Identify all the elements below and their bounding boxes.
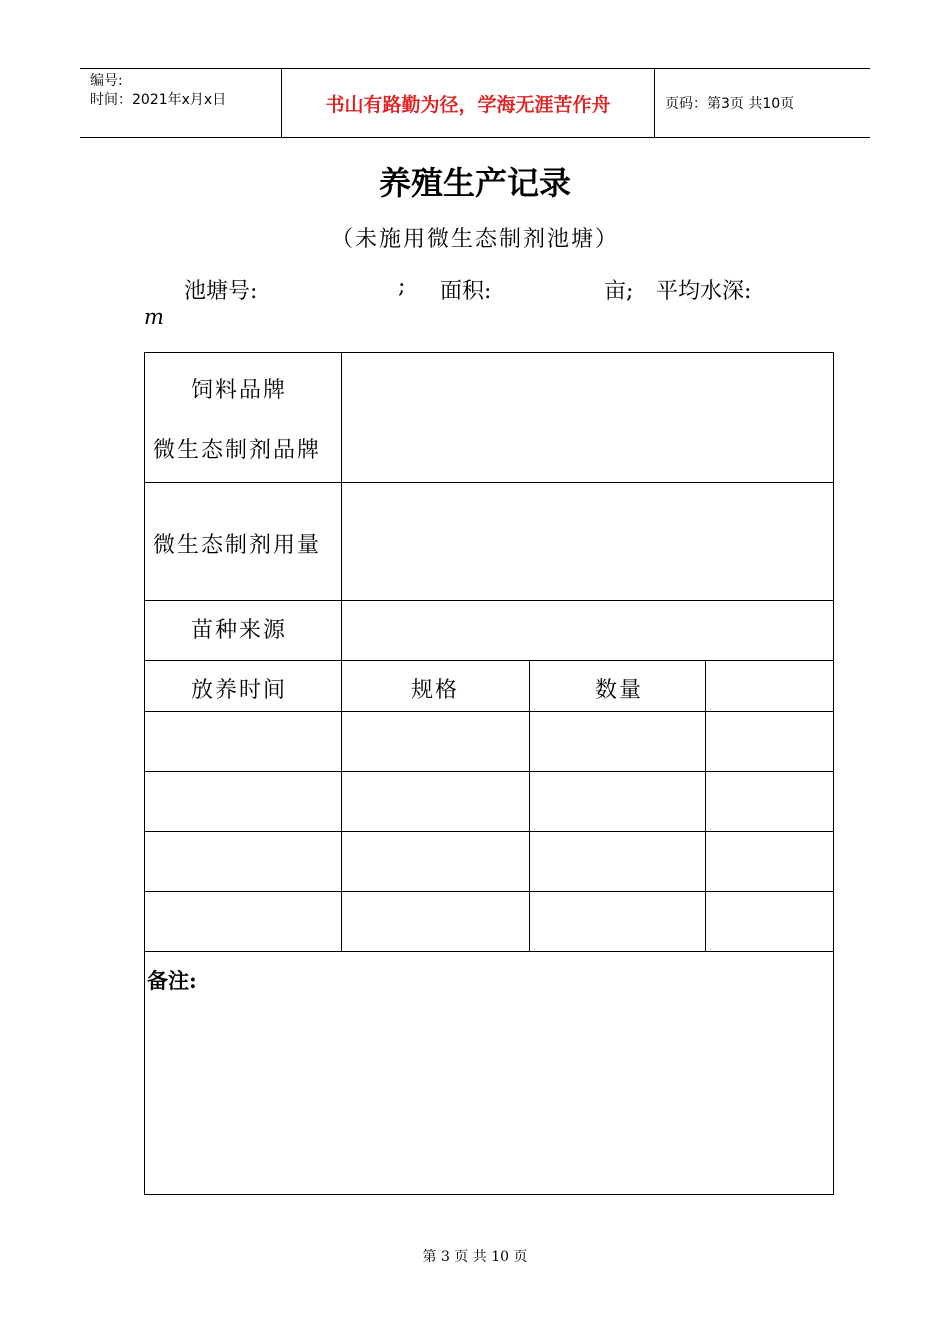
feed-brand-label: 饲料品牌: [191, 378, 288, 403]
area-label: 面积:: [440, 279, 492, 304]
table-rule: [145, 660, 833, 661]
page-info-text: 页码：第3页 共10页: [665, 96, 795, 112]
table-rule: [145, 951, 833, 952]
page-title: 养殖生产记录: [378, 164, 571, 202]
motto-cell: [282, 69, 655, 137]
spec-header: 规格: [411, 678, 460, 703]
pond-number-label: 池塘号:: [184, 279, 258, 304]
document-header: [80, 68, 870, 138]
table-rule: [529, 660, 530, 951]
table-rule: [705, 660, 706, 951]
page-subtitle: （未施用微生态制剂池塘）: [330, 227, 619, 252]
page-footer: 第 3 页 共 10 页: [422, 1249, 528, 1265]
table-rule: [145, 711, 833, 712]
mu-label: 亩;: [604, 279, 634, 304]
quantity-header: 数量: [595, 678, 644, 703]
record-table: [144, 352, 834, 1195]
micro-dosage-label: 微生态制剂用量: [153, 533, 322, 558]
micro-brand-label: 微生态制剂品牌: [153, 438, 322, 463]
seed-source-label: 苗种来源: [191, 618, 288, 643]
avg-depth-label: 平均水深:: [656, 279, 752, 304]
remark-label: 备注:: [147, 968, 197, 993]
depth-unit: m: [144, 305, 164, 329]
stocking-time-header: 放养时间: [191, 678, 288, 703]
table-rule: [341, 353, 342, 951]
table-rule: [145, 482, 833, 483]
table-rule: [145, 771, 833, 772]
motto-text: 书山有路勤为径，学海无涯苦作舟: [325, 93, 611, 116]
page-info-cell: [655, 69, 870, 137]
table-rule: [145, 600, 833, 601]
number-label: 编号:: [90, 73, 123, 89]
header-meta-cell: [80, 69, 282, 137]
separator-semicolon: ;: [398, 274, 406, 299]
table-rule: [145, 831, 833, 832]
time-label: 时间：2021年x月x日: [90, 92, 227, 108]
table-rule: [145, 891, 833, 892]
